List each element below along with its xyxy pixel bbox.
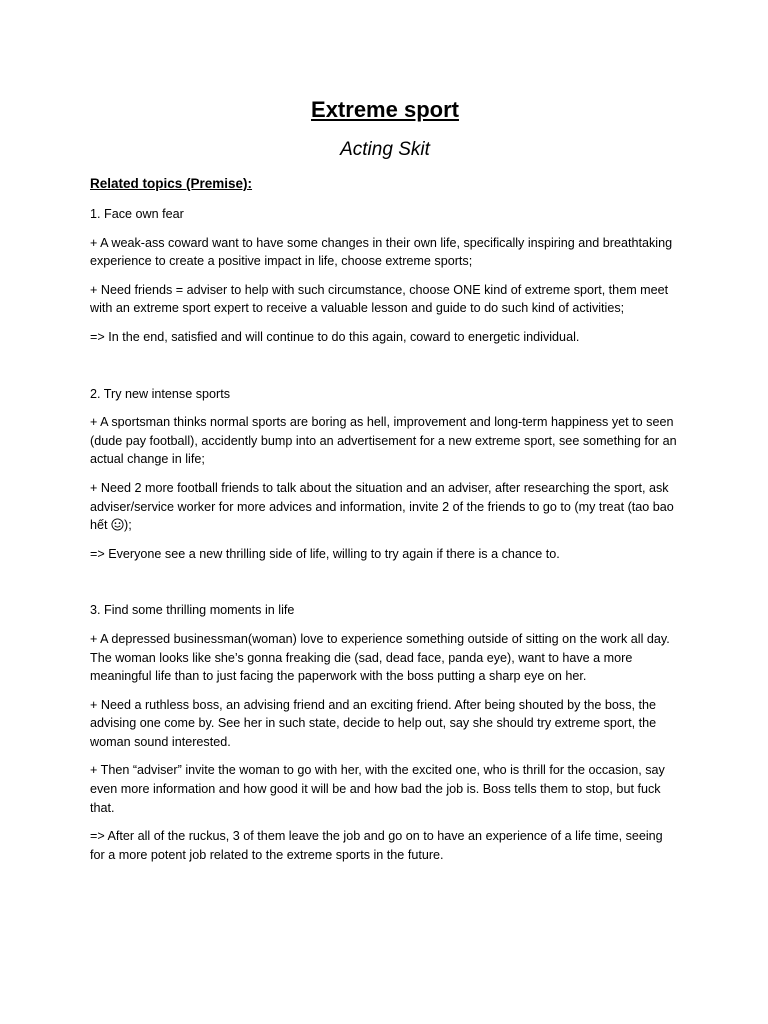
smiley-icon [111, 518, 124, 531]
topic-conclusion: => In the end, satisfied and will continue to do this again, coward to energetic individual. [90, 329, 580, 344]
topic-1 [90, 205, 680, 347]
page-title: Extreme sport [311, 97, 459, 122]
topic-point [90, 479, 680, 535]
topic-title: 3. Find some thrilling moments in life [90, 603, 295, 618]
topic-3 [90, 601, 680, 864]
topic-2 [90, 385, 680, 564]
topic-point: + Then “adviser” invite the woman to go with her, with the excited one, who is thrill for the occasion, say even more information and how good it will be and how bad the job is. Boss tells them to stop, but fuck that. [90, 763, 665, 815]
topic-point: + Need friends = adviser to help with such circumstance, choose ONE kind of extreme sport, them meet with an extreme sport expert to receive a valuable lesson and guide to do such kind of activities; [90, 282, 669, 316]
document-body [90, 95, 680, 864]
topic-title: 2. Try new intense sports [90, 386, 230, 401]
topic-point: + A sportsman thinks normal sports are boring as hell, improvement and long-term happiness yet to seen (dude pay football), accidently bump into an advertisement for a new extreme sport, see something for an actual change in life; [90, 415, 677, 467]
topic-point: + A depressed businessman(woman) love to experience something outside of sitting on the work all day. The woman looks like she’s gonna freaking die (sad, dead face, panda eye), want to have a more meaningful life than to just facing the paperwork with the boss putting a sharp eye on her. [90, 631, 670, 684]
page-subtitle: Acting Skit [340, 139, 430, 160]
blank-line [90, 347, 680, 377]
topic-point-suffix: ); [124, 518, 132, 533]
topic-point-text: + Need 2 more football friends to talk about the situation and an adviser, after researching the sport, ask adviser/service worker for more advices and information, invite 2 of the friends to go to (my treat (tao bao hết [90, 480, 674, 533]
related-topics-heading: Related topics (Premise): [90, 176, 253, 191]
topic-title: 1. Face own fear [90, 207, 184, 221]
topic-point: + A weak-ass coward want to have some changes in their own life, specifically inspiring and breathtaking experience to create a positive impact in life, choose extreme sports; [90, 235, 673, 269]
topic-conclusion: => Everyone see a new thrilling side of life, willing to try again if there is a chance to. [90, 546, 560, 561]
blank-line [90, 563, 680, 593]
topic-point: + Need a ruthless boss, an advising friend and an exciting friend. After being shouted by the boss, the advising one come by. See her in such state, decide to help out, say she should try extreme sport, the woman sound interested. [90, 697, 657, 749]
topic-conclusion: => After all of the ruckus, 3 of them leave the job and go on to have an experience of a life time, seeing for a more potent job related to the extreme sports in the future. [90, 829, 663, 862]
